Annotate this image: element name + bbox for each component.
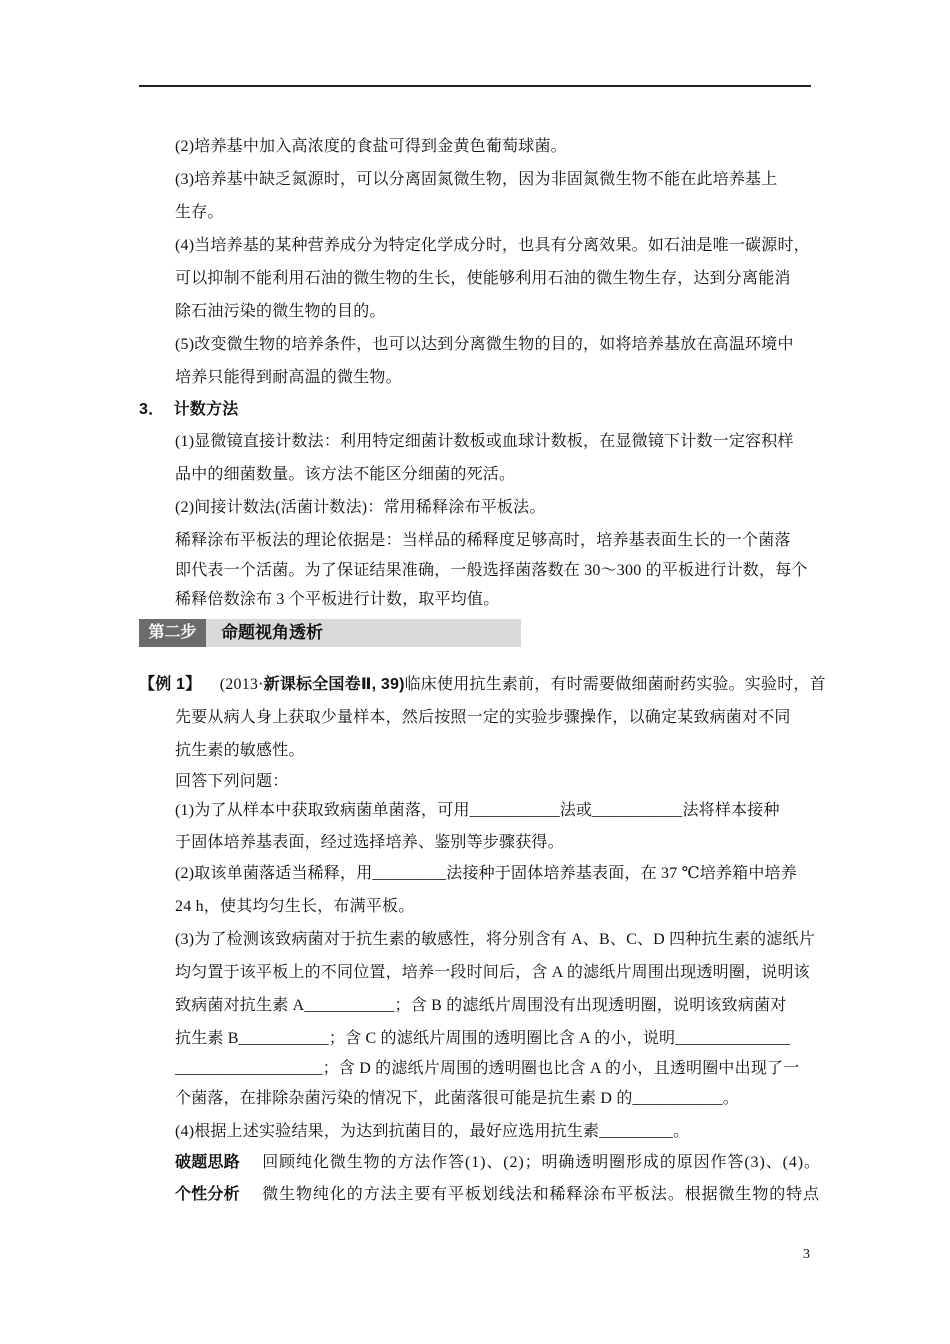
header-rule — [139, 85, 811, 87]
section-banner — [139, 619, 521, 647]
example-label: 【例 1】 — [139, 676, 202, 693]
paragraph-line: (3)培养基中缺乏氮源时，可以分离固氮微生物，因为非固氮微生物不能在此培养基上 — [175, 171, 778, 188]
example-line: __________________；含 D 的滤纸片周围的透明圈也比含 A 的小，且透明圈中出现了一 — [175, 1060, 800, 1077]
example-line: 先要从病人身上获取少量样本，然后按照一定的实验步骤操作，以确定某致病菌对不同 — [175, 709, 791, 726]
example-line: 抗生素的敏感性。 — [175, 742, 305, 759]
section-tag: 第二步 — [139, 619, 206, 647]
analysis-text: 微生物纯化的方法主要有平板划线法和稀释涂布平板法。根据微生物的特点 — [262, 1186, 820, 1203]
paragraph-line: 稀释涂布平板法的理论依据是：当样品的稀释度足够高时，培养基表面生长的一个菌落 — [175, 532, 791, 549]
paragraph-line: 稀释倍数涂布 3 个平板进行计数，取平均值。 — [175, 591, 500, 608]
analysis-line — [175, 1185, 820, 1205]
paragraph-line: 即代表一个活菌。为了保证结果准确，一般选择菌落数在 30～300 的平板进行计数，每个 — [175, 562, 808, 579]
paragraph-line: 品中的细菌数量。该方法不能区分细菌的死活。 — [175, 466, 516, 483]
paragraph-line: 培养只能得到耐高温的微生物。 — [175, 369, 402, 386]
paragraph-line: 生存。 — [175, 204, 224, 221]
example-source-exam: 新课标全国卷Ⅱ — [263, 676, 372, 693]
page-number: 3 — [803, 1247, 810, 1262]
example-text: 临床使用抗生素前，有时需要做细菌耐药实验。实验时，首 — [404, 676, 826, 693]
example-line: (1)为了从样本中获取致病菌单菌落，可用___________法或___________法将样本接种 — [175, 802, 780, 819]
paragraph-line: 可以抑制不能利用石油的微生物的生长，使能够利用石油的微生物生存，达到分离能消 — [175, 270, 791, 287]
paragraph-line: (2)间接计数法(活菌计数法)：常用稀释涂布平板法。 — [175, 499, 546, 516]
example-line: 于固体培养基表面，经过选择培养、鉴别等步骤获得。 — [175, 834, 564, 851]
example-line: 回答下列问题： — [175, 773, 289, 790]
hint-line — [175, 1153, 821, 1173]
example-source-year: (2013· — [219, 676, 264, 693]
section-title: 命题视角透析 — [221, 623, 323, 642]
example-line: (3)为了检测该致病菌对于抗生素的敏感性，将分别含有 A、B、C、D 四种抗生素的滤纸片 — [175, 931, 815, 948]
example-line: (4)根据上述实验结果，为达到抗菌目的，最好应选用抗生素_________。 — [175, 1123, 690, 1140]
paragraph-line: (5)改变微生物的培养条件，也可以达到分离微生物的目的，如将培养基放在高温环境中 — [175, 336, 794, 353]
paragraph-line: (2)培养基中加入高浓度的食盐可得到金黄色葡萄球菌。 — [175, 138, 567, 155]
paragraph-line: (1)显微镜直接计数法：利用特定细菌计数板或血球计数板，在显微镜下计数一定容积样 — [175, 433, 794, 450]
example-line: 个菌落，在排除杂菌污染的情况下，此菌落很可能是抗生素 D 的___________。 — [175, 1090, 739, 1107]
analysis-label: 个性分析 — [175, 1186, 240, 1203]
example-first-line — [139, 675, 826, 695]
example-line: 抗生素 B___________；含 C 的滤纸片周围的透明圈比含 A 的小，说明______________ — [175, 1030, 791, 1047]
paragraph-line: 除石油污染的微生物的目的。 — [175, 303, 386, 320]
example-line: 24 h，使其均匀生长，布满平板。 — [175, 898, 415, 915]
paragraph-line: (4)当培养基的某种营养成分为特定化学成分时，也具有分离效果。如石油是唯一碳源时， — [175, 237, 810, 254]
example-line: (2)取该单菌落适当稀释，用_________法接种于固体培养基表面，在 37 ℃培养箱中培养 — [175, 865, 797, 882]
hint-text: 回顾纯化微生物的方法作答(1)、(2)；明确透明圈形成的原因作答(3)、(4)。 — [262, 1154, 821, 1171]
hint-label: 破题思路 — [175, 1154, 240, 1171]
example-source-number: , 39) — [371, 676, 405, 693]
example-line: 均匀置于该平板上的不同位置，培养一段时间后，含 A 的滤纸片周围出现透明圈，说明该 — [175, 964, 810, 981]
subsection-heading: 3． 计数方法 — [139, 401, 239, 418]
example-line: 致病菌对抗生素 A___________；含 B 的滤纸片周围没有出现透明圈，说明该致病菌对 — [175, 997, 787, 1014]
